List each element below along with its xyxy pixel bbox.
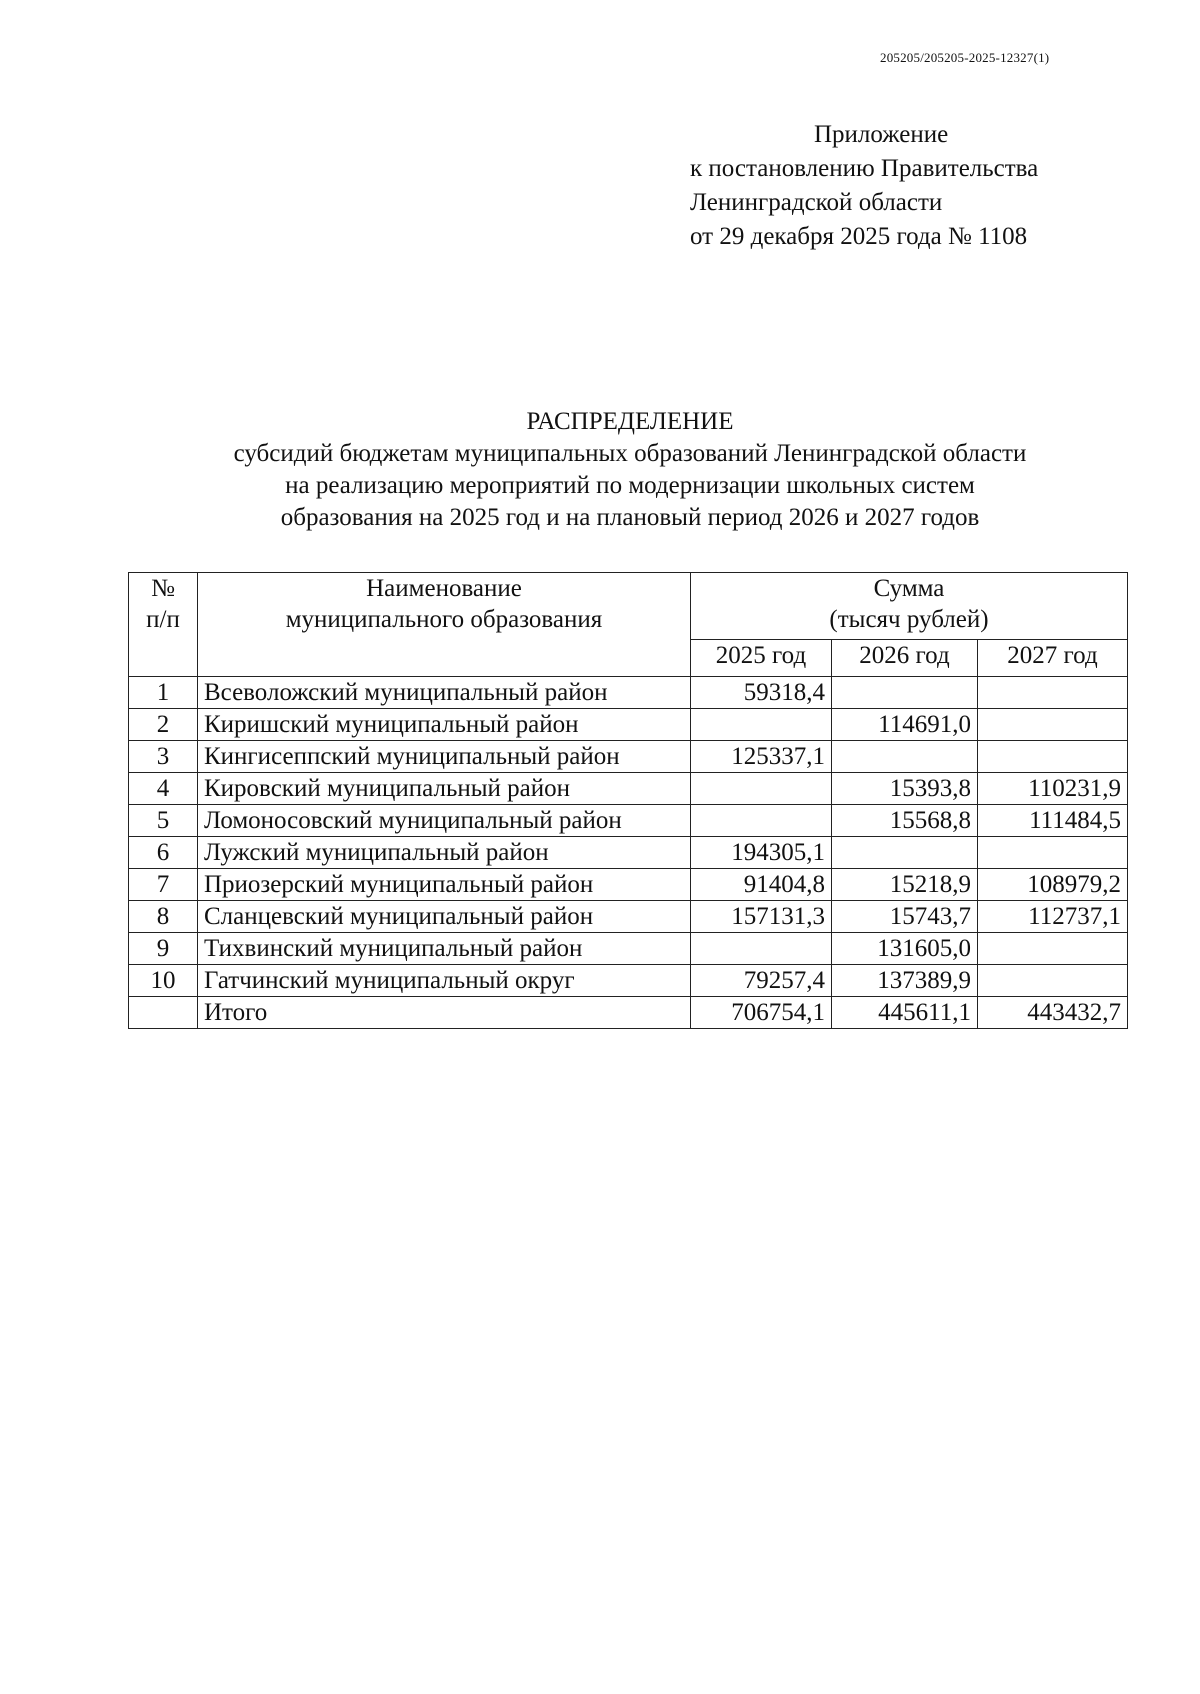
row-number: 2 [129, 709, 198, 741]
row-number: 10 [129, 965, 198, 997]
heading-title: РАСПРЕДЕЛЕНИЕ [526, 408, 734, 435]
row-value-2027: 111484,5 [978, 805, 1128, 837]
header-year-2027: 2027 год [978, 640, 1128, 677]
row-value-2025: 59318,4 [691, 677, 832, 709]
table-row [129, 869, 1128, 901]
row-number: 3 [129, 741, 198, 773]
row-value-2027 [978, 709, 1128, 741]
row-value-2027 [978, 933, 1128, 965]
header-name [198, 573, 691, 677]
header-name-line: муниципального образования [285, 606, 603, 633]
row-value-2025 [691, 805, 832, 837]
row-number: 5 [129, 805, 198, 837]
appendix-date-line: от 29 декабря 2025 года № 1108 [690, 223, 1028, 250]
appendix-block [690, 118, 1110, 254]
row-name: Всеволожский муниципальный район [198, 677, 691, 709]
total-value-2027: 443432,7 [978, 997, 1128, 1029]
row-name: Гатчинский муниципальный округ [198, 965, 691, 997]
row-value-2026 [832, 741, 978, 773]
table-row [129, 773, 1128, 805]
table-row [129, 901, 1128, 933]
row-value-2027 [978, 837, 1128, 869]
appendix-title: Приложение [814, 121, 949, 148]
total-value-2025: 706754,1 [691, 997, 832, 1029]
header-sum-unit: (тысяч рублей) [829, 606, 989, 633]
header-sum-line: Сумма [873, 575, 945, 602]
row-value-2026: 15743,7 [832, 901, 978, 933]
row-value-2026: 114691,0 [832, 709, 978, 741]
row-name: Киришский муниципальный район [198, 709, 691, 741]
appendix-line: к постановлению Правительства [690, 155, 1039, 182]
row-value-2025 [691, 933, 832, 965]
row-name: Кировский муниципальный район [198, 773, 691, 805]
row-value-2027: 110231,9 [978, 773, 1128, 805]
row-value-2025: 91404,8 [691, 869, 832, 901]
row-value-2026: 15393,8 [832, 773, 978, 805]
row-number: 4 [129, 773, 198, 805]
row-number: 1 [129, 677, 198, 709]
row-value-2026 [832, 677, 978, 709]
row-value-2027 [978, 677, 1128, 709]
table-row [129, 837, 1128, 869]
row-name: Сланцевский муниципальный район [198, 901, 691, 933]
heading-line: на реализацию мероприятий по модернизации школьных систем [285, 472, 975, 499]
row-value-2026 [832, 837, 978, 869]
header-number-abbr: п/п [146, 606, 180, 633]
row-value-2026: 137389,9 [832, 965, 978, 997]
table-row [129, 677, 1128, 709]
row-number: 9 [129, 933, 198, 965]
table-row [129, 965, 1128, 997]
header-number [129, 573, 198, 677]
document-heading [0, 406, 1200, 534]
row-number: 6 [129, 837, 198, 869]
row-value-2025 [691, 709, 832, 741]
row-value-2025: 79257,4 [691, 965, 832, 997]
header-name-line: Наименование [366, 575, 522, 602]
row-number: 8 [129, 901, 198, 933]
row-value-2025: 194305,1 [691, 837, 832, 869]
row-name: Кингисеппский муниципальный район [198, 741, 691, 773]
row-value-2026: 131605,0 [832, 933, 978, 965]
row-value-2027 [978, 965, 1128, 997]
header-number-symbol: № [151, 575, 175, 602]
total-row [129, 997, 1128, 1029]
row-value-2027: 108979,2 [978, 869, 1128, 901]
table-row [129, 933, 1128, 965]
row-value-2025: 157131,3 [691, 901, 832, 933]
row-name: Приозерский муниципальный район [198, 869, 691, 901]
heading-line: субсидий бюджетам муниципальных образований Ленинградской области [233, 440, 1027, 467]
row-name: Тихвинский муниципальный район [198, 933, 691, 965]
row-value-2025: 125337,1 [691, 741, 832, 773]
appendix-line: Ленинградской области [690, 189, 943, 216]
row-value-2026: 15218,9 [832, 869, 978, 901]
total-label: Итого [198, 997, 691, 1029]
row-name: Ломоносовский муниципальный район [198, 805, 691, 837]
header-year-2025: 2025 год [691, 640, 832, 677]
table-row [129, 805, 1128, 837]
row-value-2026: 15568,8 [832, 805, 978, 837]
table-body [129, 677, 1128, 1029]
row-number: 7 [129, 869, 198, 901]
heading-line: образования на 2025 год и на плановый период 2026 и 2027 годов [280, 504, 980, 531]
row-value-2027: 112737,1 [978, 901, 1128, 933]
row-value-2025 [691, 773, 832, 805]
header-year-2026: 2026 год [832, 640, 978, 677]
table-row [129, 709, 1128, 741]
document-id: 205205/205205-2025-12327(1) [880, 50, 1050, 65]
row-name: Лужский муниципальный район [198, 837, 691, 869]
total-value-2026: 445611,1 [832, 997, 978, 1029]
distribution-table [128, 572, 1128, 1029]
row-value-2027 [978, 741, 1128, 773]
table-row [129, 741, 1128, 773]
header-sum [691, 573, 1128, 640]
total-number-empty [129, 997, 198, 1029]
